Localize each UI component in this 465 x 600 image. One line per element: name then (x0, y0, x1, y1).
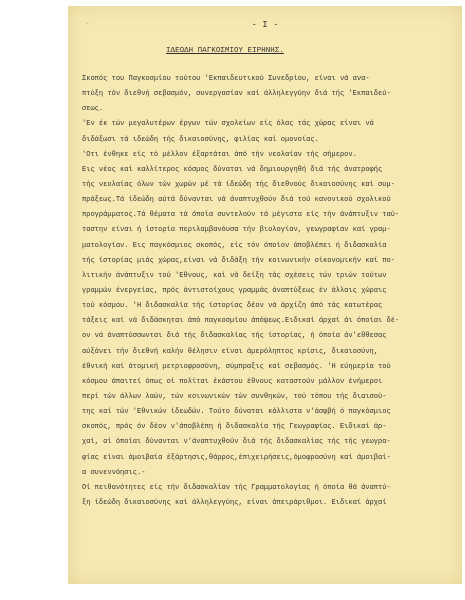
text-line: Εις νέος καί καλλίτερος κόσμος δύναται νά δημιουργηθή διά τής άνατροφής (82, 165, 383, 174)
text-line: ον νά άναπτύσσωνται διά τής διδασκαλίας τής ίστορίας, ή όποία άν'εθθεσας (82, 332, 387, 341)
text-line: 'Οτι ένθηκε είς τό μέλλον έξαρτάται άπό τήν νεολαίαν τής σήμερον. (82, 150, 357, 159)
text-line: τής ίστορίας μιάς χώρας,είναι νά διδάξη τήν κοινωνικήν οίκονομικήν καί πο- (82, 256, 395, 265)
text-line: σεως. (82, 105, 104, 114)
text-line: κόσμου άπαιτεί όπως οί πολίται έκάστου έθνους καταστούν μάλλον ένήμεροι (82, 377, 383, 386)
text-line: φίας είναι άμοιβαία έξάρτησις,θάρρος,έπιχειρήσεις,όμοφροσύνη καί άμοιβαί- (82, 453, 391, 462)
text-line: ματολογίαν. Εις παγκόσμιος σκοπός, είς τόν όποίον άποβλέπει ή διδασκαλία (82, 241, 387, 250)
document-title: ΙΔΕΩΔΗ ΠΑΓΚΟΣΜΙΟΥ ΕΙΡΗΝΗΣ. (166, 47, 284, 55)
text-line: τού κόσμου. 'Η διδασκαλία τής ίστορίας δέον νά άρχίζη άπό τάς κατωτέρας (82, 302, 383, 311)
document-page (68, 6, 462, 584)
document-body (82, 72, 456, 511)
text-line: διδάξωσι τά ιδεώδη τής δικαιοσύνης, φιλίας καί ομονοίας. (82, 135, 319, 144)
text-line: γραμμών ένεργείας, πρός άντιστοίχους γραμμάς άναπτύξεως έν άλλαις χώραις (82, 286, 387, 295)
text-line: πράξεως.Τά ίδεώδη αύτά δύνανται νά άναπτυχθούν διά τού κανονικού σχολικού (82, 196, 391, 205)
text-line: τής νεολαίας όλων τών χωρών μέ τά ίδεώδη τής διεθνούς δικαιοσύνης καί συμ- (82, 180, 395, 189)
text-line: προγράμματος.Τά θέματα τά όποία συντελούν τά μέγιστα είς τήν άνάπτυξιν ταύ- (82, 211, 400, 220)
text-line: λιτικήν άνάπτυξιν τού 'Εθνους, καί νά δείξη τάς σχέσεις τών τριών τούτων (82, 271, 387, 280)
margin-mark: " (86, 22, 89, 29)
text-line: αύξάνει τήν διεθνή καλήν θέλησιν είναι άμερόληπτος κρίσις, δικαιοσύνη, (82, 347, 379, 356)
text-line: Οί πειθανότητες είς τήν διδασκαλίαν τής Γραμματολογίας ή όποία θά άναπτύ- (82, 483, 391, 492)
text-line: της καί τών 'Εθνικών ίδεωδών. Τούτο δύναται κάλλιστα ν'άσφβή ό παγκόσμιος (82, 408, 391, 417)
text-line: πτύξη τόν διεθνή σεβασμόν, συνεργασίαν καί άλληλεγγύην διά τής 'Εκπαιδεύ- (82, 90, 391, 99)
text-line: α συνεννόησις.- (82, 468, 146, 477)
text-line: ξη ίδεώδη δικαιοσύνης καί άλληλεγγύης, είναι άπειράριθμοι. Ειδικαί άρχαί (82, 498, 387, 507)
text-line: έθνική καί άτομική μετριοφροσύνη, σύμπραξις καί σεβασμός. 'Η εύημερία τού (82, 362, 391, 371)
page-number: - I - (251, 20, 279, 30)
text-line: τάξεις καί νά διδάσκηται άπό παγκοσμίου άπόψεως.Ειδικαί άρχαί άι όποίαι δέ- (82, 317, 400, 326)
text-line: 'Εν έκ τών μεγαλυτέρων έργων τών σχολείων είς όλας τάς χώρας είναι νά (82, 120, 374, 129)
text-line: χαί, αί όποίαι δύνανται ν'άναπτυχθούν διά τής διδασκαλίας τής τής γεωγρα- (82, 438, 391, 447)
text-line: περί τών άλλων λαών, τών κοινωνικών τών συνθηκών, τού τόπου τής διαισού- (82, 392, 387, 401)
text-line: Σκοπός του Παγκοσμίου τούτου 'Εκπαιδευτικού Συνεδρίου, είναι νά ανα- (82, 75, 370, 83)
text-line: ταστην είναι ή ίστορία περιλαμβανόυσα τήν βιολογίαν, γεωγραφίαν καί γραμ- (82, 226, 391, 235)
text-line: σκοπός, πρός όν δέον ν'άποβλέπη ή διδασκαλία τής Γεωγραφίας. Ειδικαί άρ- (82, 423, 387, 432)
